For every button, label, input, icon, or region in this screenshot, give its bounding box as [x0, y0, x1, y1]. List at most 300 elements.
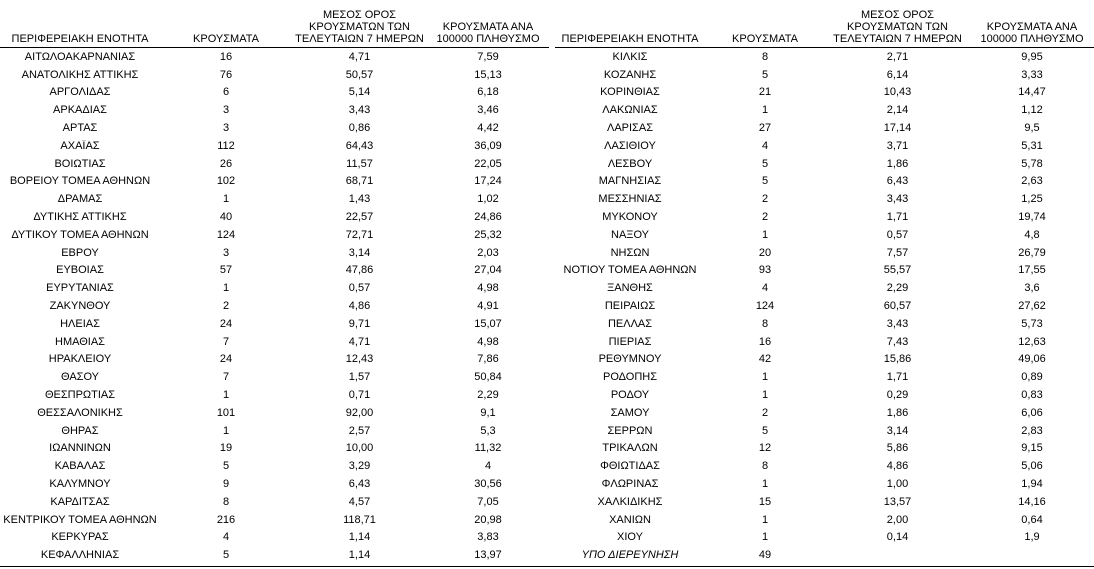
- cell-7day-average: 2,29: [886, 282, 909, 295]
- table-row: [555, 190, 1094, 208]
- table-row: [555, 226, 1094, 244]
- header-7day-average: ΜΕΣΟΣ ΟΡΟΣ ΚΡΟΥΣΜΑΤΩΝ ΤΩΝ ΤΕΛΕΥΤΑΙΩΝ 7 ΗΜΕΡΩΝ: [295, 9, 424, 45]
- cell-cases: 2: [222, 300, 230, 313]
- cell-cases: 93: [758, 264, 772, 277]
- table-row: [555, 475, 1094, 493]
- left-header-row: [0, 0, 549, 48]
- cell-regional-unit: ΔΡΑΜΑΣ: [57, 193, 103, 206]
- cell-cases: 4: [761, 139, 769, 152]
- table-row: [555, 244, 1094, 262]
- cell-regional-unit: ΠΕΙΡΑΙΩΣ: [604, 300, 656, 313]
- cell-7day-average: 7,43: [886, 335, 909, 348]
- cell-per-100k: 17,55: [1018, 264, 1046, 277]
- cell-per-100k: 9,1: [480, 406, 496, 419]
- table-row: [0, 101, 549, 119]
- cell-7day-average: 3,29: [348, 460, 371, 473]
- cell-regional-unit: ΛΑΡΙΣΑΣ: [606, 122, 653, 135]
- cell-cases: 1: [222, 193, 230, 206]
- cell-7day-average: 15,86: [883, 353, 912, 366]
- cell-cases: 16: [219, 50, 233, 63]
- cell-regional-unit: ΝΗΣΩΝ: [610, 246, 650, 259]
- cell-regional-unit: ΤΡΙΚΑΛΩΝ: [602, 442, 658, 455]
- cell-cases: 15: [758, 495, 772, 508]
- cell-cases: 1: [761, 228, 769, 241]
- cell-regional-unit: ΧΙΟΥ: [617, 531, 643, 544]
- table-row: [555, 279, 1094, 297]
- cell-per-100k: 1,94: [1021, 478, 1043, 491]
- table-row: [0, 208, 549, 226]
- cell-7day-average: 2,14: [886, 104, 909, 117]
- cell-per-100k: 1,9: [1024, 531, 1040, 544]
- cell-7day-average: 1,71: [886, 371, 909, 384]
- cell-per-100k: 4,91: [477, 300, 499, 313]
- cell-7day-average: 1,86: [886, 406, 909, 419]
- cell-regional-unit: ΦΘΙΩΤΙΔΑΣ: [600, 460, 660, 473]
- table-row: [555, 315, 1094, 333]
- cell-7day-average: 2,00: [886, 513, 909, 526]
- table-row: [0, 440, 549, 458]
- cell-regional-unit: ΑΙΤΩΛΟΑΚΑΡΝΑΝΙΑΣ: [24, 50, 136, 63]
- cell-cases: 5: [761, 157, 769, 170]
- cell-7day-average: 4,71: [348, 335, 371, 348]
- right-table: [555, 0, 1094, 564]
- cell-cases: 1: [761, 104, 769, 117]
- cell-7day-average: 6,43: [348, 478, 371, 491]
- table-row: [0, 173, 549, 191]
- table-row: [555, 137, 1094, 155]
- cell-7day-average: 60,57: [883, 300, 912, 313]
- cell-regional-unit: ΗΡΑΚΛΕΙΟΥ: [48, 353, 112, 366]
- cell-per-100k: 13,97: [474, 549, 502, 562]
- cell-per-100k: 24,86: [474, 211, 502, 224]
- cell-per-100k: 11,32: [474, 442, 502, 455]
- table-row: [555, 262, 1094, 280]
- cell-per-100k: 19,74: [1018, 211, 1046, 224]
- cell-cases: 26: [219, 157, 233, 170]
- cell-regional-unit: ΚΑΒΑΛΑΣ: [54, 460, 106, 473]
- cell-per-100k: 17,24: [474, 175, 502, 188]
- cell-regional-unit: ΦΛΩΡΙΝΑΣ: [601, 478, 659, 491]
- cell-cases: 1: [761, 531, 769, 544]
- cell-per-100k: 5,06: [1021, 460, 1043, 473]
- cell-regional-unit: ΥΠΟ ΔΙΕΡΕΥΝΗΣΗ: [581, 549, 679, 562]
- cell-per-100k: 25,32: [474, 228, 502, 241]
- cell-7day-average: 1,43: [348, 193, 371, 206]
- cell-7day-average: 5,14: [348, 86, 371, 99]
- table-row: [0, 190, 549, 208]
- cell-7day-average: 13,57: [883, 495, 912, 508]
- header-cases: ΚΡΟΥΣΜΑΤΑ: [193, 33, 259, 45]
- cell-regional-unit: ΘΕΣΠΡΩΤΙΑΣ: [44, 389, 116, 402]
- cell-7day-average: 6,14: [886, 68, 909, 81]
- left-table: [0, 0, 549, 564]
- cell-7day-average: 1,14: [348, 531, 371, 544]
- cell-per-100k: 20,98: [474, 513, 502, 526]
- cell-regional-unit: ΗΛΕΙΑΣ: [60, 317, 100, 330]
- cell-regional-unit: ΣΕΡΡΩΝ: [607, 424, 653, 437]
- table-row: [555, 368, 1094, 386]
- cell-regional-unit: ΜΑΓΝΗΣΙΑΣ: [598, 175, 662, 188]
- table-row: [0, 457, 549, 475]
- cell-regional-unit: ΚΕΝΤΡΙΚΟΥ ΤΟΜΕΑ ΑΘΗΝΩΝ: [3, 513, 157, 526]
- cell-regional-unit: ΔΥΤΙΚΗΣ ΑΤΤΙΚΗΣ: [33, 211, 127, 224]
- cell-7day-average: 6,43: [886, 175, 909, 188]
- table-row: [555, 511, 1094, 529]
- cell-7day-average: 3,14: [348, 246, 371, 259]
- cell-7day-average: 0,71: [348, 389, 371, 402]
- cell-cases: 19: [219, 442, 233, 455]
- table-row: [0, 84, 549, 102]
- table-row: [0, 66, 549, 84]
- cell-per-100k: 1,02: [477, 193, 499, 206]
- cell-7day-average: 4,71: [348, 50, 371, 63]
- table-row: [555, 208, 1094, 226]
- cell-per-100k: 26,79: [1018, 246, 1046, 259]
- cell-7day-average: 1,57: [348, 371, 371, 384]
- table-row: [0, 386, 549, 404]
- cell-per-100k: 0,89: [1021, 371, 1043, 384]
- cell-7day-average: 50,57: [345, 68, 374, 81]
- cell-7day-average: 11,57: [346, 157, 373, 170]
- cell-7day-average: 64,43: [345, 139, 374, 152]
- cell-cases: 5: [222, 460, 230, 473]
- cell-cases: 3: [222, 104, 230, 117]
- right-table-body: [555, 48, 1094, 564]
- cell-cases: 1: [222, 389, 230, 402]
- table-row: [555, 66, 1094, 84]
- cell-per-100k: 27,62: [1018, 300, 1046, 313]
- header-7day-average: ΜΕΣΟΣ ΟΡΟΣ ΚΡΟΥΣΜΑΤΩΝ ΤΩΝ ΤΕΛΕΥΤΑΙΩΝ 7 ΗΜΕΡΩΝ: [833, 9, 962, 45]
- cell-7day-average: 22,57: [345, 211, 374, 224]
- cell-cases: 2: [761, 193, 769, 206]
- cell-cases: 216: [216, 513, 236, 526]
- cell-cases: 102: [216, 175, 236, 188]
- cell-7day-average: 9,71: [348, 317, 371, 330]
- cell-cases: 8: [761, 460, 769, 473]
- table-row: [0, 404, 549, 422]
- table-row: [555, 155, 1094, 173]
- header-per-100k: ΚΡΟΥΣΜΑΤΑ ΑΝΑ 100000 ΠΛΗΘΥΣΜΟ: [436, 21, 540, 45]
- cell-7day-average: 5,86: [886, 442, 909, 455]
- table-row: [0, 493, 549, 511]
- cell-7day-average: 3,43: [886, 317, 909, 330]
- cell-regional-unit: ΡΟΔΟΥ: [610, 389, 650, 402]
- cell-regional-unit: ΠΙΕΡΙΑΣ: [608, 335, 652, 348]
- cell-cases: 5: [761, 175, 769, 188]
- cell-per-100k: 50,84: [474, 371, 502, 384]
- cell-cases: 76: [219, 68, 233, 81]
- table-row: [555, 386, 1094, 404]
- cell-cases: 3: [222, 246, 230, 259]
- cell-per-100k: 15,13: [474, 68, 502, 81]
- cell-per-100k: 4,98: [477, 282, 499, 295]
- table-row: [0, 368, 549, 386]
- cell-regional-unit: ΑΡΚΑΔΙΑΣ: [53, 104, 107, 117]
- cell-per-100k: 0,83: [1021, 389, 1043, 402]
- cell-per-100k: 6,06: [1021, 406, 1043, 419]
- cell-7day-average: 0,57: [886, 228, 909, 241]
- cell-cases: 4: [222, 531, 230, 544]
- cell-cases: 9: [222, 478, 230, 491]
- cell-7day-average: 0,29: [886, 389, 909, 402]
- cell-cases: 8: [222, 495, 230, 508]
- table-row: [0, 422, 549, 440]
- cell-7day-average: 10,00: [345, 442, 374, 455]
- cell-regional-unit: ΚΟΖΑΝΗΣ: [603, 68, 657, 81]
- cell-per-100k: 5,78: [1021, 157, 1043, 170]
- cell-cases: 12: [758, 442, 772, 455]
- cell-per-100k: 9,95: [1021, 50, 1043, 63]
- cell-cases: 3: [222, 122, 230, 135]
- cell-7day-average: 1,71: [886, 211, 909, 224]
- table-row: [0, 297, 549, 315]
- table-row: [0, 48, 549, 66]
- cell-per-100k: 4,8: [1024, 228, 1040, 241]
- table-row: [555, 297, 1094, 315]
- cell-regional-unit: ΜΥΚΟΝΟΥ: [602, 211, 658, 224]
- table-row: [0, 333, 549, 351]
- cell-per-100k: 9,15: [1021, 442, 1043, 455]
- cell-cases: 1: [761, 513, 769, 526]
- cell-7day-average: 0,14: [886, 531, 909, 544]
- table-row: [555, 422, 1094, 440]
- cell-7day-average: 3,71: [886, 139, 909, 152]
- cell-cases: 27: [758, 122, 772, 135]
- cell-7day-average: 72,71: [345, 228, 374, 241]
- cell-per-100k: 4: [484, 460, 492, 473]
- cell-per-100k: 14,16: [1018, 495, 1046, 508]
- table-row: [555, 404, 1094, 422]
- cell-per-100k: 49,06: [1018, 353, 1046, 366]
- cell-regional-unit: ΝΟΤΙΟΥ ΤΟΜΕΑ ΑΘΗΝΩΝ: [563, 264, 697, 277]
- cell-cases: 5: [761, 68, 769, 81]
- cell-cases: 1: [761, 371, 769, 384]
- table-row: [0, 155, 549, 173]
- cell-cases: 4: [761, 282, 769, 295]
- cell-regional-unit: ΧΑΛΚΙΔΙΚΗΣ: [597, 495, 663, 508]
- cell-7day-average: 4,86: [886, 460, 909, 473]
- cell-regional-unit: ΔΥΤΙΚΟΥ ΤΟΜΕΑ ΑΘΗΝΩΝ: [11, 228, 149, 241]
- cell-7day-average: 0,57: [348, 282, 371, 295]
- cell-regional-unit: ΠΕΛΛΑΣ: [607, 317, 653, 330]
- cell-cases: 24: [219, 353, 233, 366]
- cell-7day-average: 7,57: [886, 246, 909, 259]
- cell-cases: 1: [222, 282, 230, 295]
- cell-regional-unit: ΒΟΙΩΤΙΑΣ: [54, 157, 106, 170]
- table-row: [0, 137, 549, 155]
- table-row: [555, 351, 1094, 369]
- table-row: [555, 119, 1094, 137]
- cell-7day-average: 10,43: [883, 86, 912, 99]
- cell-cases: 49: [758, 549, 772, 562]
- cell-regional-unit: ΛΕΣΒΟΥ: [607, 157, 653, 170]
- cell-per-100k: 2,63: [1021, 175, 1043, 188]
- cell-per-100k: 1,12: [1021, 104, 1043, 117]
- cell-7day-average: 3,43: [348, 104, 371, 117]
- table-row: [0, 511, 549, 529]
- cell-regional-unit: ΕΒΡΟΥ: [61, 246, 99, 259]
- cell-regional-unit: ΑΡΓΟΛΙΔΑΣ: [49, 86, 111, 99]
- cell-per-100k: 27,04: [474, 264, 502, 277]
- cell-7day-average: 2,71: [886, 50, 909, 63]
- right-header-row: [555, 0, 1094, 48]
- cell-7day-average: 68,71: [345, 175, 374, 188]
- header-regional-unit: ΠΕΡΙΦΕΡΕΙΑΚΗ ΕΝΟΤΗΤΑ: [561, 33, 699, 45]
- cell-regional-unit: ΖΑΚΥΝΘΟΥ: [49, 300, 111, 313]
- cell-per-100k: 3,33: [1021, 68, 1043, 81]
- cell-per-100k: 36,09: [474, 139, 502, 152]
- cell-per-100k: 12,63: [1018, 335, 1046, 348]
- cell-per-100k: 3,83: [477, 531, 499, 544]
- cell-regional-unit: ΚΑΛΥΜΝΟΥ: [49, 478, 111, 491]
- cell-regional-unit: ΚΑΡΔΙΤΣΑΣ: [50, 495, 110, 508]
- cell-7day-average: 92,00: [345, 406, 374, 419]
- cell-7day-average: 3,43: [886, 193, 909, 206]
- cell-regional-unit: ΜΕΣΣΗΝΙΑΣ: [598, 193, 662, 206]
- cell-regional-unit: ΚΙΛΚΙΣ: [612, 50, 648, 63]
- cell-per-100k: 5,31: [1021, 139, 1043, 152]
- cell-cases: 8: [761, 50, 769, 63]
- cell-per-100k: 30,56: [474, 478, 502, 491]
- cell-cases: 124: [755, 300, 775, 313]
- left-table-body: [0, 48, 549, 564]
- cell-regional-unit: ΘΕΣΣΑΛΟΝΙΚΗΣ: [37, 406, 123, 419]
- cell-cases: 1: [761, 389, 769, 402]
- cell-7day-average: 1,00: [886, 478, 909, 491]
- cell-per-100k: 15,07: [474, 317, 502, 330]
- cell-per-100k: 4,42: [477, 122, 499, 135]
- table-row: [555, 529, 1094, 547]
- cell-per-100k: 2,83: [1021, 424, 1043, 437]
- table-row: [0, 475, 549, 493]
- table-row: [0, 244, 549, 262]
- table-row: [0, 529, 549, 547]
- table-row: [0, 351, 549, 369]
- cell-7day-average: 2,57: [348, 424, 371, 437]
- cell-per-100k: 4,98: [477, 335, 499, 348]
- table-row: [0, 546, 549, 564]
- cell-per-100k: 5,73: [1021, 317, 1043, 330]
- cell-regional-unit: ΚΟΡΙΝΘΙΑΣ: [600, 86, 660, 99]
- cell-per-100k: 5,3: [480, 424, 496, 437]
- cell-cases: 16: [758, 335, 772, 348]
- cell-7day-average: 4,86: [348, 300, 371, 313]
- cell-7day-average: 3,14: [886, 424, 909, 437]
- table-row: [555, 101, 1094, 119]
- header-cases: ΚΡΟΥΣΜΑΤΑ: [732, 33, 798, 45]
- cell-cases: 124: [216, 228, 236, 241]
- cell-regional-unit: ΡΕΘΥΜΝΟΥ: [598, 353, 662, 366]
- table-row: [0, 279, 549, 297]
- header-regional-unit: ΠΕΡΙΦΕΡΕΙΑΚΗ ΕΝΟΤΗΤΑ: [11, 33, 149, 45]
- cell-cases: 7: [222, 335, 230, 348]
- table-row: [555, 440, 1094, 458]
- table-row: [555, 546, 1094, 564]
- table-row: [555, 173, 1094, 191]
- cell-regional-unit: ΡΟΔΟΠΗΣ: [602, 371, 658, 384]
- cell-cases: 1: [761, 478, 769, 491]
- cell-regional-unit: ΑΡΤΑΣ: [62, 122, 98, 135]
- cell-regional-unit: ΙΩΑΝΝΙΝΩΝ: [49, 442, 111, 455]
- cell-regional-unit: ΝΑΞΟΥ: [611, 228, 649, 241]
- cell-cases: 1: [222, 424, 230, 437]
- cell-cases: 21: [758, 86, 772, 99]
- cell-7day-average: 12,43: [345, 353, 374, 366]
- cell-regional-unit: ΑΧΑΪΑΣ: [60, 139, 100, 152]
- cell-regional-unit: ΛΑΚΩΝΙΑΣ: [602, 104, 658, 117]
- cell-per-100k: 22,05: [474, 157, 502, 170]
- table-row: [555, 493, 1094, 511]
- cell-cases: 5: [761, 424, 769, 437]
- cell-cases: 2: [761, 211, 769, 224]
- cell-7day-average: 47,86: [345, 264, 374, 277]
- cell-per-100k: 3,6: [1024, 282, 1040, 295]
- cell-regional-unit: ΣΑΜΟΥ: [610, 406, 650, 419]
- cell-per-100k: 2,03: [477, 246, 499, 259]
- cell-per-100k: 9,5: [1024, 122, 1040, 135]
- cell-regional-unit: ΚΕΦΑΛΛΗΝΙΑΣ: [40, 549, 120, 562]
- table-row: [0, 226, 549, 244]
- cell-per-100k: 3,46: [477, 104, 499, 117]
- cell-cases: 40: [219, 211, 233, 224]
- cell-regional-unit: ΘΑΣΟΥ: [60, 371, 100, 384]
- cell-per-100k: 7,59: [477, 50, 499, 63]
- table-row: [555, 48, 1094, 66]
- cell-regional-unit: ΧΑΝΙΩΝ: [609, 513, 651, 526]
- cell-regional-unit: ΕΥΒΟΙΑΣ: [56, 264, 104, 277]
- cell-per-100k: 7,05: [477, 495, 499, 508]
- cell-cases: 7: [222, 371, 230, 384]
- cell-cases: 24: [219, 317, 233, 330]
- cell-per-100k: 7,86: [477, 353, 499, 366]
- cell-cases: 112: [217, 139, 235, 152]
- cell-regional-unit: ΕΥΡΥΤΑΝΙΑΣ: [46, 282, 114, 295]
- cell-cases: 20: [758, 246, 772, 259]
- cell-cases: 42: [758, 353, 772, 366]
- cell-regional-unit: ΚΕΡΚΥΡΑΣ: [51, 531, 109, 544]
- table-row: [555, 84, 1094, 102]
- cell-cases: 101: [216, 406, 236, 419]
- cell-cases: 5: [222, 549, 230, 562]
- table-row: [555, 333, 1094, 351]
- cell-per-100k: 14,47: [1018, 86, 1046, 99]
- cell-7day-average: 55,57: [883, 264, 912, 277]
- cell-per-100k: 2,29: [477, 389, 499, 402]
- cell-regional-unit: ΛΑΣΙΘΙΟΥ: [604, 139, 656, 152]
- cell-7day-average: 1,86: [886, 157, 909, 170]
- cell-regional-unit: ΒΟΡΕΙΟΥ ΤΟΜΕΑ ΑΘΗΝΩΝ: [9, 175, 151, 188]
- cell-regional-unit: ΞΑΝΘΗΣ: [607, 282, 653, 295]
- cell-7day-average: 1,14: [348, 549, 371, 562]
- cell-7day-average: 118,71: [343, 513, 376, 526]
- cell-cases: 57: [219, 264, 233, 277]
- cell-per-100k: 0,64: [1021, 513, 1043, 526]
- cell-cases: 2: [761, 406, 769, 419]
- header-per-100k: ΚΡΟΥΣΜΑΤΑ ΑΝΑ 100000 ΠΛΗΘΥΣΜΟ: [980, 21, 1084, 45]
- cell-7day-average: 0,86: [348, 122, 371, 135]
- table-bottom-border: [0, 566, 1094, 567]
- table-row: [555, 457, 1094, 475]
- cell-per-100k: 6,18: [477, 86, 499, 99]
- cell-cases: 8: [761, 317, 769, 330]
- cell-7day-average: 17,14: [883, 122, 912, 135]
- cell-regional-unit: ΘΗΡΑΣ: [61, 424, 99, 437]
- table-row: [0, 119, 549, 137]
- cell-regional-unit: ΗΜΑΘΙΑΣ: [55, 335, 105, 348]
- cell-regional-unit: ΑΝΑΤΟΛΙΚΗΣ ΑΤΤΙΚΗΣ: [21, 68, 139, 81]
- table-row: [0, 262, 549, 280]
- cell-per-100k: 1,25: [1021, 193, 1043, 206]
